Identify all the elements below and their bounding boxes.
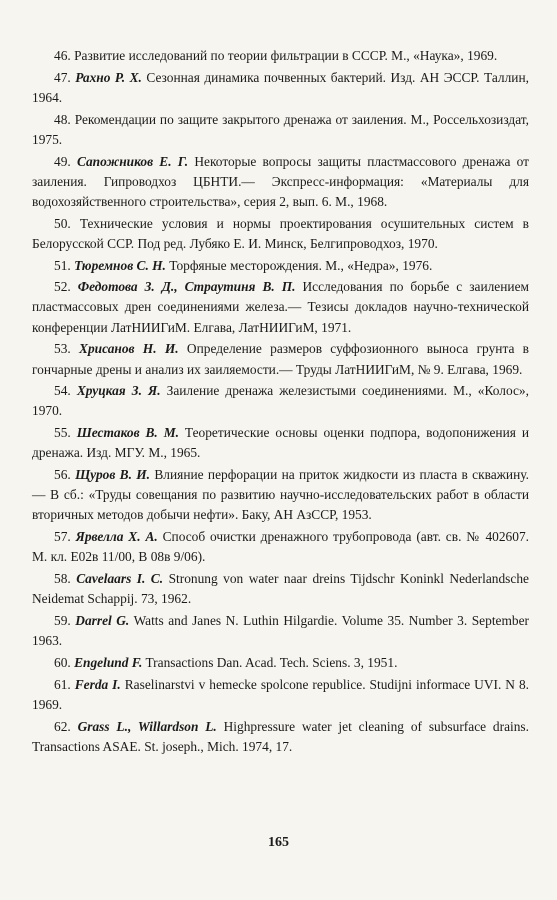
reference-text: Рекомендации по защите закрытого дренажа от заиления. М., Россельхозиздат, 1975. — [32, 111, 529, 147]
reference-text: Развитие исследований по теории фильтрации в СССР. М., «Наука», 1969. — [74, 48, 498, 63]
reference-number: 57. — [54, 529, 71, 545]
reference-author: Федотова З. Д., Страутиня В. П. — [77, 279, 296, 295]
reference-text: Определение размеров суффозионного выноса грунта в гончарные дрены и анализ их заиляемости.— Труды ЛатНИИГиМ, № 9. Елгава, 1969. — [32, 341, 530, 377]
reference-author: Хрисанов Н. И. — [79, 341, 179, 357]
reference-entry — [32, 214, 529, 254]
reference-number: 48. — [54, 111, 71, 127]
reference-number: 56. — [54, 467, 71, 483]
reference-entry — [32, 675, 529, 715]
reference-number: 50. — [54, 215, 71, 231]
reference-entry — [32, 423, 529, 463]
reference-entry — [32, 256, 529, 276]
reference-author: Хруцкая З. Я. — [76, 383, 161, 399]
reference-text: Исследования по борьбе с заилением пластмассовых дрен соединениями железа.— Тезисы докладов научно-технической конференции ЛатНИИГиМ. Елгава, ЛатНИИГиМ, 1971. — [32, 279, 529, 335]
reference-author: Grass L., Willardson L. — [77, 718, 217, 734]
reference-text: Теоретические основы оценки подпора, водопонижения и дренажа. Изд. МГУ. М., 1965. — [32, 425, 529, 461]
reference-number: 49. — [54, 153, 71, 169]
page-number: 165 — [268, 835, 289, 850]
reference-number: 52. — [54, 279, 71, 295]
reference-entry — [32, 569, 529, 609]
reference-author: Ferda I. — [74, 676, 121, 692]
reference-author: Ярвелла Х. А. — [75, 529, 158, 545]
reference-entry — [32, 152, 529, 213]
reference-number: 54. — [54, 383, 71, 399]
reference-author: Рахно Р. Х. — [75, 69, 142, 85]
reference-text: Transactions Dan. Acad. Tech. Sciens. 3, 1951. — [145, 654, 398, 670]
reference-text: Raselinarstvi v hemecke spolcone republice. Studijni informace UVI. N 8. 1969. — [32, 676, 529, 712]
reference-entry — [32, 277, 529, 338]
reference-number: 58. — [54, 571, 71, 587]
reference-entry — [32, 465, 529, 526]
reference-text: Сезонная динамика почвенных бактерий. Изд. АН ЭССР. Таллин, 1964. — [32, 69, 529, 105]
reference-entry — [32, 717, 529, 757]
reference-number: 47. — [54, 69, 71, 85]
reference-number: 61. — [54, 676, 71, 692]
reference-author: Щуров В. И. — [75, 467, 151, 483]
reference-entry — [32, 611, 529, 651]
reference-list — [32, 46, 529, 757]
reference-number: 53. — [54, 341, 71, 357]
reference-entry — [32, 653, 529, 673]
reference-text: Влияние перфорации на приток жидкости из пласта в скважину.— В сб.: «Труды совещания по развитию научно-исследовательских работ в области вторичных методов добычи нефти». Баку, АН АзССР, 1953. — [32, 467, 529, 523]
reference-entry — [32, 381, 529, 421]
reference-author: Тюремнов С. Н. — [74, 257, 166, 273]
reference-number: 55. — [54, 425, 71, 441]
reference-text: Торфяные месторождения. М., «Недра», 1976. — [169, 257, 433, 273]
reference-text: Технические условия и нормы проектирования осушительных систем в Белорусской ССР. Под ред. Лубяко Е. И. Минск, Белгипроводхоз, 1970. — [32, 215, 529, 251]
reference-number: 46. — [54, 48, 71, 63]
reference-text: Некоторые вопросы защиты пластмассового дренажа от заиления. Гипроводхоз ЦБНТИ.— Экспресс-информация: «Материалы для водохозяйственного строительства», серия 2, вып. 6. М., 1968. — [32, 153, 529, 209]
reference-author: Darrel G. — [75, 612, 130, 628]
reference-text: Highpressure water jet cleaning of subsurface drains. Transactions ASAE. St. joseph., Mich. 1974, 17. — [32, 718, 529, 754]
reference-entry — [32, 68, 529, 108]
reference-text: Заиление дренажа железистыми соединениями. М., «Колос», 1970. — [32, 383, 529, 419]
reference-number: 59. — [54, 612, 71, 628]
reference-entry — [32, 339, 529, 379]
reference-author: Шестаков В. М. — [76, 425, 179, 441]
reference-author: Сапожников Е. Г. — [76, 153, 189, 169]
reference-text: Способ очистки дренажного трубопровода (авт. св. № 402607. М. кл. Е02в 11/00, В 08в 9/06). — [32, 529, 529, 565]
reference-entry — [32, 527, 529, 567]
reference-number: 51. — [54, 257, 71, 273]
reference-number: 62. — [54, 718, 71, 734]
reference-number: 60. — [54, 654, 71, 670]
reference-author: Engelund F. — [74, 654, 143, 670]
reference-text: Watts and Janes N. Luthin Hilgardie. Volume 35. Number 3. September 1963. — [32, 612, 529, 649]
reference-text: Stronung von water naar dreins Tijdschr Koninkl Nederlandsche Neidemat Schappij. 73, 1962. — [32, 571, 529, 607]
reference-entry — [32, 110, 529, 150]
reference-entry — [32, 46, 529, 66]
reference-author: Cavelaars I. C. — [76, 571, 164, 587]
